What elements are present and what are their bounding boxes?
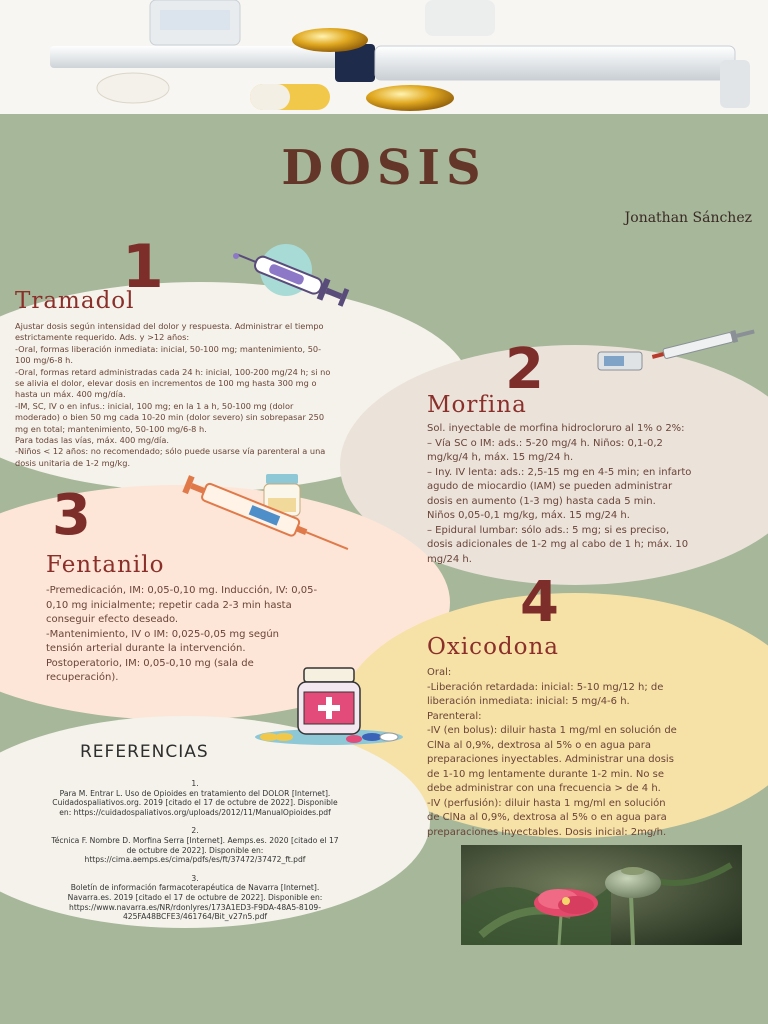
vial-syringe-icon: [596, 318, 766, 374]
poppy-photo: [461, 845, 742, 945]
section-heading-oxicodona: Oxicodona: [427, 634, 560, 660]
reference-item: 1. Para M. Entrar L. Uso de Opioides en tratamiento del DOLOR [Internet]. Cuidadospaliativos.org. 2019 [citado el 17 de octubre de 2022]. Disponible en: https://cuidadospaliativos.org/uploads/2012/11/ManualOpioides.pdf: [52, 779, 338, 817]
section-heading-fentanilo: Fentanilo: [46, 552, 165, 578]
reference-item: 3. Boletín de información farmacoterapéutica de Navarra [Internet]. Navarra.es. 2019 [citado el 17 de octubre de 2022]. Disponible en: https://www.navarra.es/NR/rdonlyres/173A1ED3-F9DA-48A5-8109- 425FA48BCFE3/461764/Bit_v27n5.pdf: [67, 873, 323, 922]
section-text-morfina: Sol. inyectable de morfina hidrocloruro al 1% o 2%: – Vía SC o IM: ads.: 5-20 mg/4 h. Niños: 0,1-0,2 mg/kg/4 h, máx. 15 mg/24 h. – Iny. IV lenta: ads.: 2,5-15 mg en 4-5 min; en infarto agudo de miocardio (IAM) se pueden administrar dosis en aumento (1-3 mg) hasta cada 5 min. Niños 0,05-0,1 mg/kg, máx. 15 mg/24 h. – Epidural lumbar: sólo ads.: 5 mg; si es preciso, dosis adicionales de 1-2 mg al cabo de 1 h; máx. 10 mg/24 h.: [427, 423, 692, 565]
section-number-4: 4: [520, 570, 559, 635]
section-heading-morfina: Morfina: [427, 392, 527, 418]
author-name: Jonathan Sánchez: [624, 210, 752, 226]
hero-image: [0, 0, 768, 114]
section-text-fentanilo: -Premedicación, IM: 0,05-0,10 mg. Inducción, IV: 0,05- 0,10 mg inicialmente; repetir cada 2-3 min hasta conseguir efecto deseado. -Mantenimiento, IV o IM: 0,025-0,05 mg según tensión arterial durante la intervención. Postoperatorio, IM: 0,05-0,10 mg (sala de recuperación).: [46, 585, 318, 683]
section-number-1: 1: [122, 232, 164, 302]
section-number-2: 2: [505, 337, 544, 402]
references-list: [0, 779, 390, 931]
section-number-3: 3: [52, 483, 91, 548]
section-text-oxicodona: Oral: -Liberación retardada: inicial: 5-10 mg/12 h; de liberación inmediata: inicial: 5 mg/4-6 h. Parenteral: -IV (en bolus): diluir hasta 1 mg/ml en solución de ClNa al 0,9%, dextrosa al 5% o en agua para preparaciones inyectables. Administrar una dosis de 1-10 mg lentamente durante 1-2 min. No se debe administrar con una frecuencia > de 4 h. -IV (perfusión): diluir hasta 1 mg/ml en solución de ClNa al 0,9%, dextrosa al 5% o en agua para preparaciones inyectables. Dosis inicial: 2mg/h.: [427, 667, 677, 838]
section-text-tramadol: Ajustar dosis según intensidad del dolor y respuesta. Administrar el tiempo estrictamente requerido. Ads. y >12 años: -Oral, formas liberación inmediata: inicial, 50-100 mg; mantenimiento, 50- 100 mg/6-8 h. -Oral, formas retard administradas cada 24 h: inicial, 100-200 mg/24 h; si no se alivia el dolor, elevar dosis en incrementos de 100 mg hasta 300 mg o hasta un máx. 400 mg/día. -IM, SC, IV o en infus.: inicial, 100 mg; en la 1 a h, 50-100 mg (dolor moderado) o bien 50 mg cada 10-20 min (dolor severo) sin sobrepasar 250 mg en total; mantenimiento, 50-100 mg/6-8 h. Para todas las vías, máx. 400 mg/día. -Niños < 12 años: no recomendado; sólo puede usarse vía parenteral a una dosis unitaria de 1-2 mg/kg.: [15, 321, 331, 468]
medicine-bottle-icon: [254, 666, 414, 750]
page-title: DOSIS: [281, 140, 487, 196]
references-title: REFERENCIAS: [80, 742, 209, 762]
section-heading-tramadol: Tramadol: [15, 288, 135, 314]
syringe-vial-icon: [178, 470, 358, 554]
syringe-icon: [228, 242, 358, 312]
reference-item: 2. Técnica F. Nombre D. Morfina Serra [Internet]. Aemps.es. 2020 [citado el 17 de octubre de 2022]. Disponible en: https://cima.aemps.es/cima/pdfs/es/ft/37472/37472_ft.pdf: [51, 826, 339, 865]
